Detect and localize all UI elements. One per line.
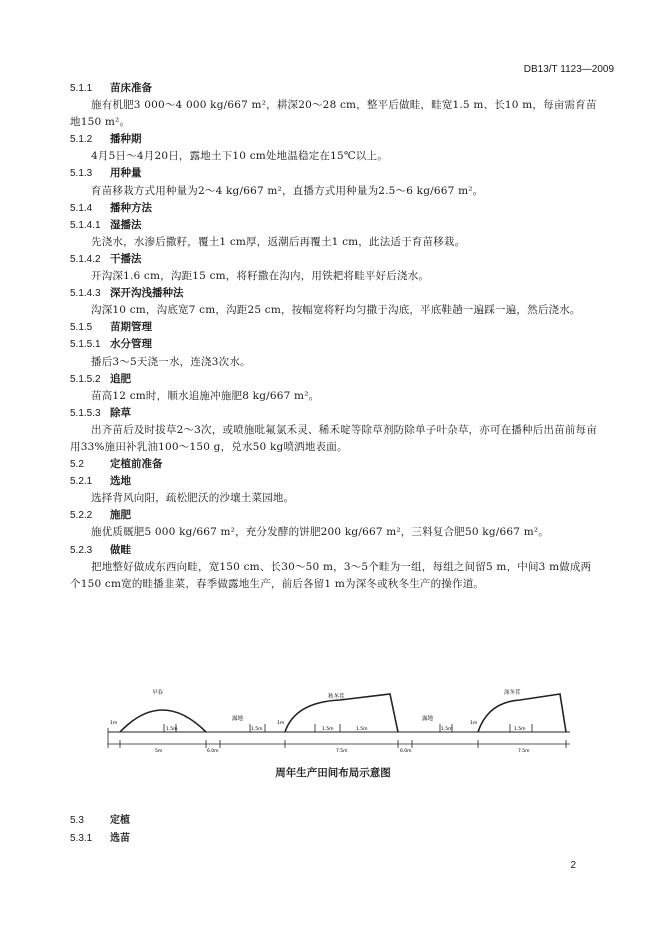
section-heading: [70, 80, 600, 97]
section-title: 播种期: [110, 133, 142, 146]
label-1-5m-f: 1.5m: [356, 727, 368, 732]
field-layout-diagram: [100, 680, 575, 760]
section-title: 选地: [110, 475, 131, 488]
section-title: 除草: [110, 406, 131, 419]
section-title: 水分管理: [110, 338, 152, 351]
section-heading: [70, 165, 600, 182]
section-number: 5.1.2: [70, 134, 93, 146]
section-title: 湿播法: [110, 218, 142, 231]
label-deep-winter: 深冬茬: [504, 690, 521, 696]
paragraph: 施有机肥3 000～4 000 kg/667 m²，耕深20～28 cm，整平后做畦，畦宽1.5 m、长10 m，每亩需育苗地150 m²。: [70, 99, 597, 129]
section-title: 定植: [110, 815, 130, 826]
section-heading: [70, 456, 600, 473]
section-title: 施肥: [110, 509, 131, 522]
section-title: 播种方法: [110, 201, 152, 214]
paragraph: 出齐苗后及时拔草2～3次，或喷施吡氟氯禾灵、稀禾啶等除草剂防除单子叶杂草，亦可在播种后出苗前每亩用33%施田补乳油100～150 g，兑水50 kg喷洒地表面。: [70, 423, 597, 453]
section-number: 5.1.5.1: [70, 339, 101, 351]
section-number: 5.2.1: [70, 476, 93, 488]
section-heading: [70, 200, 600, 217]
page-number: 2: [570, 860, 576, 871]
label-1-5m-b: 1.5m: [251, 727, 263, 732]
section-title: 用种量: [110, 167, 142, 180]
paragraph: 先浇水，水渗后撒籽，覆土1 cm厚，返潮后再覆土1 cm，此法适于育苗移栽。: [91, 235, 466, 248]
section-heading: [70, 336, 600, 353]
section-heading: [70, 542, 600, 559]
paragraph: 施优质厩肥5 000 kg/667 m²，充分发酵的饼肥200 kg/667 m²，三料复合肥50 kg/667 m²。: [91, 526, 549, 539]
section-heading: [70, 830, 130, 848]
paragraph: 播后3～5天浇一水，连浇3次水。: [91, 355, 251, 368]
section-number: 5.1.4.2: [70, 253, 101, 265]
label-1m-a: 1m: [110, 721, 118, 726]
section-heading: [70, 473, 600, 490]
paragraph: 苗高12 cm时，顺水追施冲施肥8 kg/667 m²。: [91, 389, 320, 402]
label-6m-b: 6.0m: [400, 749, 412, 754]
label-7-5m-b: 7.5m: [518, 749, 530, 754]
section-number: 5.1.4.3: [70, 288, 101, 300]
section-number: 5.3.1: [70, 833, 93, 844]
section-number: 5.1.4.1: [70, 219, 101, 231]
section-heading: [70, 319, 600, 336]
section-heading: [70, 285, 600, 302]
paragraph: 选择背风向阳，疏松肥沃的沙壤土菜园地。: [91, 492, 295, 505]
label-1m-c: 1m: [470, 721, 478, 726]
label-early-spring: 早春: [152, 690, 164, 696]
label-autumn-winter: 秋冬茬: [328, 694, 345, 700]
arch-shed-1: [120, 710, 206, 732]
figure-caption: 周年生产田间布局示意图: [275, 767, 391, 779]
paragraph: 开沟深1.6 cm，沟距15 cm，将籽撒在沟内，用铁耙将畦平好后浇水。: [91, 270, 430, 283]
standard-number: DB13/T 1123—2009: [523, 64, 614, 75]
label-1-5m-c: 1.5m: [322, 727, 334, 732]
section-number: 5.1.5.3: [70, 407, 101, 419]
section-heading: [70, 371, 600, 388]
section-number: 5.1.5: [70, 322, 93, 334]
label-open-field-2: 露地: [422, 716, 434, 722]
section-title: 定植前准备: [110, 458, 163, 471]
section-title: 苗床准备: [110, 82, 152, 94]
section-title: 苗期管理: [110, 321, 152, 334]
section-number: 5.1.5.2: [70, 373, 101, 385]
section-number: 5.1.3: [70, 168, 93, 180]
section-heading: [70, 251, 600, 268]
label-1-5m-e: 1.5m: [514, 727, 526, 732]
paragraph: 育苗移栽方式用种量为2～4 kg/667 m²，直播方式用种量为2.5～6 kg/667 m²。: [91, 184, 484, 197]
label-6m-a: 6.0m: [207, 749, 219, 754]
section-number: 5.1.4: [70, 202, 93, 214]
paragraph: 把地整好做成东西向畦，宽150 cm、长30～50 m，3～5个畦为一组，每组之间留5 m，中间3 m做成两个150 cm宽的畦播韭菜，春季做露地生产，前后各留1 m为深冬或秋冬生产的操作道。: [70, 560, 592, 590]
paragraph: 4月5日～4月20日，露地土下10 cm处地温稳定在15℃以上。: [91, 150, 388, 163]
section-title: 选苗: [110, 833, 130, 844]
section-number: 5.2: [70, 459, 84, 471]
section-heading: [70, 131, 600, 148]
label-1-5m-d: 1.5m: [441, 727, 453, 732]
paragraph: 沟深10 cm，沟底宽7 cm，沟距25 cm，按幅宽将籽均匀撒于沟底，平底鞋趟一遍踩一遍，然后浇水。: [91, 304, 581, 317]
document-body: [70, 80, 600, 593]
section-number: 5.3: [70, 815, 84, 826]
label-1m-b: 1m: [277, 721, 285, 726]
section-heading: [70, 507, 600, 524]
section-title: 做畦: [110, 543, 131, 556]
label-5m: 5m: [155, 749, 163, 754]
label-open-field-1: 露地: [232, 716, 244, 722]
label-7-5m-a: 7.5m: [336, 749, 348, 754]
section-title: 追肥: [110, 372, 131, 385]
next-section: [70, 812, 130, 848]
section-title: 干播法: [110, 252, 142, 265]
section-number: 5.2.3: [70, 544, 93, 556]
section-title: 深开沟浅播种法: [110, 287, 184, 300]
section-number: 5.2.2: [70, 510, 93, 522]
section-heading: [70, 217, 600, 234]
section-number: 5.1.1: [70, 83, 93, 94]
label-1-5m-a: 1.5m: [166, 727, 178, 732]
section-heading: [70, 812, 130, 830]
section-heading: [70, 405, 600, 422]
